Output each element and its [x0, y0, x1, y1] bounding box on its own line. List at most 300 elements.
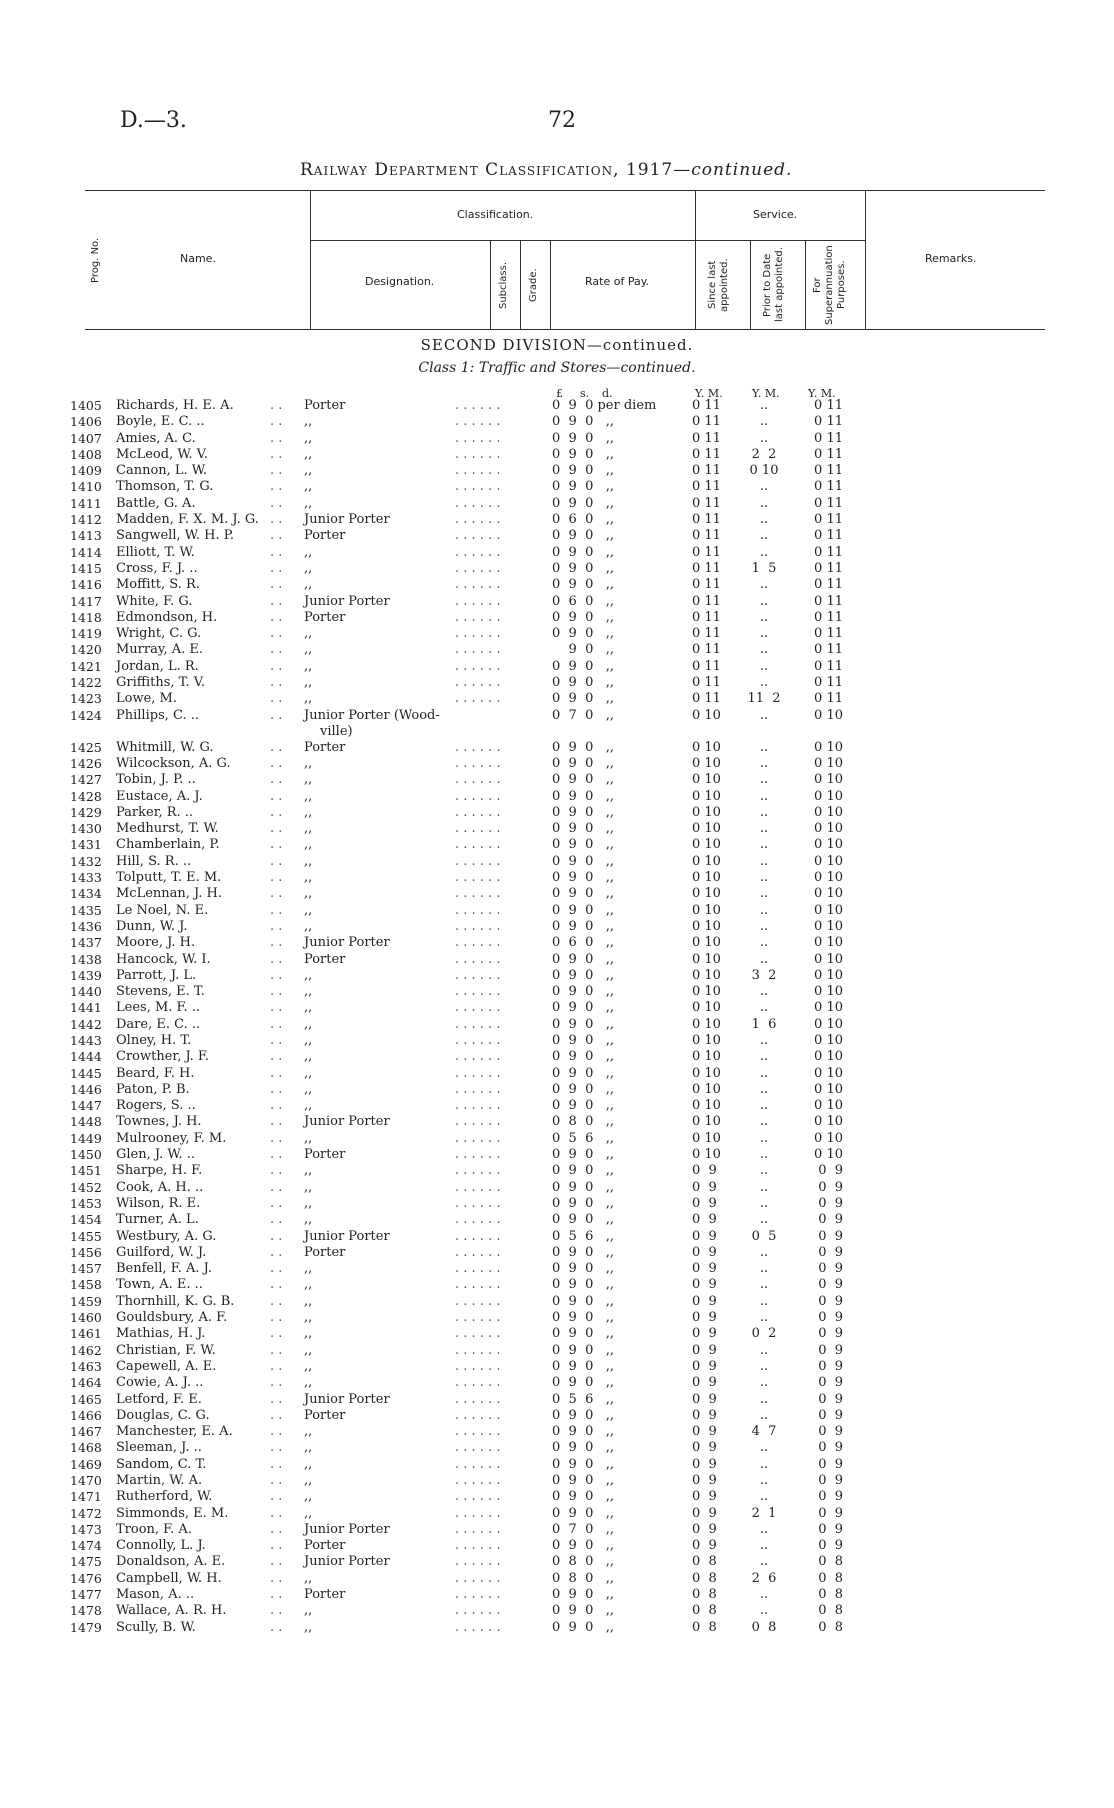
- designation-cell: ,,: [304, 1603, 313, 1619]
- designation-cell: ,,: [304, 804, 313, 820]
- rate-cell: 0 9 0 ,,: [552, 1375, 615, 1391]
- designation-cell: ,,: [304, 837, 313, 853]
- super-cell: 0 11: [814, 609, 843, 625]
- since-cell: 0 11: [692, 593, 721, 609]
- leader-dots: . . . . . .: [455, 1440, 501, 1456]
- prog-no-cell: 1472: [70, 1505, 102, 1521]
- prior-cell: 0 8: [751, 1619, 777, 1635]
- leader-dots: . . . . . .: [455, 967, 501, 983]
- prior-cell: ..: [759, 870, 769, 886]
- leader-dots: . . . . . .: [455, 495, 501, 511]
- prog-no-cell: 1412: [70, 512, 102, 528]
- table-row: [0, 1147, 1114, 1163]
- leader-dots: . . . . . .: [455, 853, 501, 869]
- designation-cell: Junior Porter: [304, 935, 390, 951]
- leader-dots: . .: [270, 1147, 283, 1163]
- designation-cell: Porter: [304, 1407, 346, 1423]
- rate-cell: 0 9 0 ,,: [552, 675, 615, 691]
- designation-cell: Porter: [304, 1587, 346, 1603]
- rate-cell: 0 9 0 ,,: [552, 1163, 615, 1179]
- since-cell: 0 11: [692, 463, 721, 479]
- leader-dots: . . . . . .: [455, 1195, 501, 1211]
- rate-cell: 0 9 0 ,,: [552, 479, 615, 495]
- rate-cell: 0 9 0 ,,: [552, 755, 615, 771]
- since-cell: 0 9: [692, 1179, 717, 1195]
- since-cell: 0 9: [692, 1538, 717, 1554]
- super-cell: 0 10: [814, 1147, 843, 1163]
- rate-cell: 0 9 0 ,,: [552, 951, 615, 967]
- leader-dots: . . . . . .: [455, 1179, 501, 1195]
- rate-cell: 0 9 0 ,,: [552, 1310, 615, 1326]
- super-cell: 0 11: [814, 577, 843, 593]
- prior-cell: ..: [759, 593, 769, 609]
- name-cell: Douglas, C. G.: [116, 1407, 210, 1423]
- prog-no-cell: 1436: [70, 918, 102, 934]
- super-cell: 0 9: [818, 1342, 843, 1358]
- table-row: [0, 1277, 1114, 1293]
- table-row: [0, 1310, 1114, 1326]
- prior-cell: ..: [759, 1179, 769, 1195]
- leader-dots: . .: [270, 1016, 283, 1032]
- name-cell: Simmonds, E. M.: [116, 1505, 229, 1521]
- super-cell: 0 9: [818, 1391, 843, 1407]
- name-cell: Wallace, A. R. H.: [116, 1603, 227, 1619]
- table-row: [0, 756, 1114, 772]
- rate-cell: 0 9 0 ,,: [552, 1098, 615, 1114]
- table-row: [0, 1424, 1114, 1440]
- leader-dots: . .: [270, 1342, 283, 1358]
- super-cell: 0 8: [818, 1554, 843, 1570]
- leader-dots: . .: [270, 495, 283, 511]
- leader-dots: . .: [270, 658, 283, 674]
- prior-cell: ..: [759, 1049, 769, 1065]
- leader-dots: . . . . . .: [455, 1342, 501, 1358]
- leader-dots: . .: [270, 675, 283, 691]
- designation-cell: ,,: [304, 658, 313, 674]
- super-cell: 0 10: [814, 1065, 843, 1081]
- leader-dots: . . . . . .: [455, 1505, 501, 1521]
- prog-no-cell: 1477: [70, 1587, 102, 1603]
- grade-header: Grade.: [528, 268, 539, 302]
- leader-dots: . . . . . .: [455, 1538, 501, 1554]
- prog-no-cell: 1478: [70, 1603, 102, 1619]
- leader-dots: . .: [270, 1000, 283, 1016]
- rate-cell: 0 9 0 ,,: [552, 1032, 615, 1048]
- name-cell: Paton, P. B.: [116, 1081, 190, 1097]
- leader-dots: . . . . . .: [455, 788, 501, 804]
- super-cell: 0 9: [818, 1179, 843, 1195]
- name-cell: Chamberlain, P.: [116, 837, 220, 853]
- rate-cell: 0 9 0 ,,: [552, 967, 615, 983]
- prior-cell: ..: [759, 1114, 769, 1130]
- prior-cell: ..: [759, 1538, 769, 1554]
- name-cell: Medhurst, T. W.: [116, 821, 219, 837]
- designation-cell: Porter: [304, 739, 346, 755]
- name-cell: Mulrooney, F. M.: [116, 1130, 227, 1146]
- designation-cell: ,,: [304, 430, 313, 446]
- leader-dots: . .: [270, 1277, 283, 1293]
- leader-dots: . .: [270, 1114, 283, 1130]
- name-cell: Christian, F. W.: [116, 1342, 216, 1358]
- leader-dots: . . . . . .: [455, 1212, 501, 1228]
- designation-cell: ,,: [304, 544, 313, 560]
- designation-cell: ,,: [304, 1000, 313, 1016]
- designation-cell: ,,: [304, 1310, 313, 1326]
- leader-dots: . .: [270, 788, 283, 804]
- rate-cell: 0 9 0 ,,: [552, 1195, 615, 1211]
- prog-no-cell: 1450: [70, 1147, 102, 1163]
- designation-cell: ,,: [304, 870, 313, 886]
- leader-dots: . . . . . .: [455, 1049, 501, 1065]
- leader-dots: . . . . . .: [455, 609, 501, 625]
- leader-dots: . . . . . .: [455, 755, 501, 771]
- leader-dots: . . . . . .: [455, 1587, 501, 1603]
- leader-dots: . .: [270, 1130, 283, 1146]
- since-cell: 0 9: [692, 1293, 717, 1309]
- table-row: [0, 1359, 1114, 1375]
- leader-dots: . .: [270, 642, 283, 658]
- since-cell: 0 8: [692, 1587, 717, 1603]
- prior-cell: ..: [759, 495, 769, 511]
- rate-cell: 0 9 0 ,,: [552, 739, 615, 755]
- table-row: [0, 1392, 1114, 1408]
- prior-cell: ..: [759, 1212, 769, 1228]
- leader-dots: . .: [270, 1391, 283, 1407]
- prior-cell: 0 10: [749, 463, 779, 479]
- leader-dots: . . . . . .: [455, 658, 501, 674]
- name-cell: Mathias, H. J.: [116, 1326, 206, 1342]
- rate-cell: 0 9 0 ,,: [552, 821, 615, 837]
- since-cell: 0 11: [692, 577, 721, 593]
- table-row: [0, 1326, 1114, 1342]
- name-cell: Westbury, A. G.: [116, 1228, 217, 1244]
- prior-cell: ..: [759, 1244, 769, 1260]
- prior-cell: ..: [759, 1473, 769, 1488]
- table-row: [0, 1229, 1114, 1245]
- leader-dots: . .: [270, 1473, 283, 1488]
- since-cell: 0 9: [692, 1521, 717, 1537]
- leader-dots: . .: [270, 821, 283, 837]
- leader-dots: . .: [270, 430, 283, 446]
- leader-dots: . .: [270, 626, 283, 642]
- prog-no-cell: 1422: [70, 675, 102, 691]
- designation-cell: Junior Porter: [304, 1228, 390, 1244]
- super-cell: 0 9: [818, 1538, 843, 1554]
- table-row: [0, 1375, 1114, 1391]
- super-cell: 0 11: [814, 560, 843, 576]
- table-row: [0, 919, 1114, 935]
- super-cell: 0 11: [814, 593, 843, 609]
- table-row: [0, 1554, 1114, 1570]
- prog-no-cell: 1414: [70, 544, 102, 560]
- prog-no-cell: 1410: [70, 479, 102, 495]
- name-cell: Turner, A. L.: [116, 1212, 199, 1228]
- prior-cell: ..: [759, 398, 769, 413]
- prior-cell: ..: [759, 1032, 769, 1048]
- rate-cell: 0 9 0 ,,: [552, 1587, 615, 1603]
- table-row: [0, 398, 1114, 414]
- prior-cell: ..: [759, 1163, 769, 1179]
- prior-cell: ..: [759, 788, 769, 804]
- since-cell: 0 9: [692, 1310, 717, 1326]
- pound-unit: £: [556, 387, 563, 400]
- rate-cell: 0 9 0 ,,: [552, 577, 615, 593]
- designation-cell: ,,: [304, 1293, 313, 1309]
- rate-cell: 0 9 0 ,,: [552, 1619, 615, 1635]
- table-row: [0, 1212, 1114, 1228]
- table-row: [0, 1066, 1114, 1082]
- rate-cell: 0 9 0 ,,: [552, 495, 615, 511]
- designation-cell: Junior Porter: [304, 1114, 390, 1130]
- prior-cell: ..: [759, 642, 769, 658]
- designation-cell: ,,: [304, 1619, 313, 1635]
- leader-dots: . .: [270, 837, 283, 853]
- since-cell: 0 9: [692, 1489, 717, 1505]
- name-cell: Parrott, J. L.: [116, 967, 197, 983]
- leader-dots: . . . . . .: [455, 1375, 501, 1391]
- super-cell: 0 9: [818, 1310, 843, 1326]
- leader-dots: . . . . . .: [455, 479, 501, 495]
- designation-cell: ,,: [304, 626, 313, 642]
- designation-cell: ,,: [304, 560, 313, 576]
- table-row: [0, 1180, 1114, 1196]
- table-row: [0, 610, 1114, 626]
- super-cell: 0 10: [814, 1130, 843, 1146]
- designation-cell: ,,: [304, 902, 313, 918]
- prog-no-cell: 1453: [70, 1195, 102, 1211]
- super-cell: 0 10: [814, 1098, 843, 1114]
- leader-dots: . . . . . .: [455, 1570, 501, 1586]
- designation-cell-cont: ville): [320, 723, 353, 739]
- rate-cell: 0 9 0 ,,: [552, 609, 615, 625]
- rate-cell: 0 9 0 ,,: [552, 1407, 615, 1423]
- leader-dots: . .: [270, 1032, 283, 1048]
- prog-no-cell: 1424: [70, 707, 102, 723]
- leader-dots: . . . . . .: [455, 1228, 501, 1244]
- leader-dots: . . . . . .: [455, 1163, 501, 1179]
- designation-cell: ,,: [304, 1440, 313, 1456]
- prior-cell: 11 2: [747, 691, 781, 707]
- designation-cell: Junior Porter (Wood-: [304, 707, 440, 723]
- prog-no-cell: 1413: [70, 528, 102, 544]
- rate-cell: 0 5 6 ,,: [552, 1228, 615, 1244]
- prog-no-cell: 1432: [70, 853, 102, 869]
- prior-cell: ..: [759, 1391, 769, 1407]
- designation-cell: ,,: [304, 1195, 313, 1211]
- super-cell: 0 9: [818, 1277, 843, 1293]
- designation-cell: ,,: [304, 463, 313, 479]
- since-cell: 0 9: [692, 1261, 717, 1277]
- prior-cell: ..: [759, 821, 769, 837]
- prior-header: Prior to Date last appointed.: [762, 247, 785, 323]
- leader-dots: . .: [270, 1554, 283, 1570]
- prog-no-cell: 1473: [70, 1521, 102, 1537]
- designation-cell: ,,: [304, 1049, 313, 1065]
- name-cell: Cannon, L. W.: [116, 463, 208, 479]
- prior-cell: ..: [759, 1195, 769, 1211]
- designation-cell: ,,: [304, 1032, 313, 1048]
- name-cell: Benfell, F. A. J.: [116, 1261, 212, 1277]
- table-row: [0, 1261, 1114, 1277]
- prog-no-cell: 1464: [70, 1375, 102, 1391]
- page-ref: D.—3.: [120, 108, 187, 133]
- leader-dots: . . . . . .: [455, 626, 501, 642]
- prog-no-cell: 1479: [70, 1619, 102, 1635]
- prior-cell: 4 7: [751, 1424, 777, 1440]
- prog-no-cell: 1418: [70, 609, 102, 625]
- leader-dots: . .: [270, 1065, 283, 1081]
- super-cell: 0 9: [818, 1228, 843, 1244]
- leader-dots: . .: [270, 1098, 283, 1114]
- prior-cell: 0 2: [751, 1326, 777, 1342]
- prior-cell: ..: [759, 853, 769, 869]
- prog-no-cell: 1456: [70, 1244, 102, 1260]
- rate-cell: 0 9 0 ,,: [552, 626, 615, 642]
- leader-dots: . . . . . .: [455, 528, 501, 544]
- designation-cell: ,,: [304, 967, 313, 983]
- since-cell: 0 10: [692, 1147, 721, 1163]
- name-cell: Parker, R. ..: [116, 804, 194, 820]
- name-cell: Hancock, W. I.: [116, 951, 211, 967]
- prior-cell: ..: [759, 1375, 769, 1391]
- prog-no-cell: 1452: [70, 1179, 102, 1195]
- remarks-header: Remarks.: [925, 252, 977, 265]
- name-cell: Thornhill, K. G. B.: [116, 1293, 235, 1309]
- super-cell: 0 11: [814, 479, 843, 495]
- rate-cell: 0 9 0 ,,: [552, 1179, 615, 1195]
- super-cell: 0 10: [814, 853, 843, 869]
- designation-cell: Porter: [304, 1538, 346, 1554]
- leader-dots: . .: [270, 1587, 283, 1603]
- prog-no-cell: 1437: [70, 935, 102, 951]
- table-row: [0, 479, 1114, 495]
- prog-no-cell: 1463: [70, 1358, 102, 1374]
- leader-dots: . .: [270, 918, 283, 934]
- prog-no-cell: 1447: [70, 1098, 102, 1114]
- since-cell: 0 11: [692, 495, 721, 511]
- table-row: [0, 1538, 1114, 1554]
- name-cell: Crowther, J. F.: [116, 1049, 210, 1065]
- since-cell: 0 10: [692, 755, 721, 771]
- prog-no-cell: 1476: [70, 1570, 102, 1586]
- since-cell: 0 10: [692, 935, 721, 951]
- rate-cell: 0 9 0 ,,: [552, 1342, 615, 1358]
- since-cell: 0 10: [692, 853, 721, 869]
- rate-cell: 0 8 0 ,,: [552, 1570, 615, 1586]
- leader-dots: . .: [270, 1440, 283, 1456]
- super-cell: 0 8: [818, 1603, 843, 1619]
- since-cell: 0 11: [692, 609, 721, 625]
- leader-dots: . .: [270, 609, 283, 625]
- prog-no-cell: 1466: [70, 1407, 102, 1423]
- rate-cell: 0 9 0 ,,: [552, 1049, 615, 1065]
- leader-dots: . .: [270, 446, 283, 462]
- designation-cell: Porter: [304, 609, 346, 625]
- designation-cell: Junior Porter: [304, 1554, 390, 1570]
- prog-no-cell: 1428: [70, 788, 102, 804]
- rate-cell: 0 9 0 ,,: [552, 414, 615, 430]
- prog-no-cell: 1444: [70, 1049, 102, 1065]
- rate-cell: 0 9 0 ,,: [552, 918, 615, 934]
- rate-cell: 0 9 0 ,,: [552, 1147, 615, 1163]
- name-cell: Stevens, E. T.: [116, 984, 205, 1000]
- since-cell: 0 9: [692, 1244, 717, 1260]
- super-cell: 0 11: [814, 544, 843, 560]
- since-cell: 0 9: [692, 1375, 717, 1391]
- prior-cell: ..: [759, 1456, 769, 1472]
- name-cell: Elliott, T. W.: [116, 544, 195, 560]
- table-row: [0, 789, 1114, 805]
- name-cell: Griffiths, T. V.: [116, 675, 205, 691]
- class-heading: Class 1: Traffic and Stores—continued.: [418, 360, 696, 376]
- prior-cell: ..: [759, 1098, 769, 1114]
- prior-cell: ..: [759, 1342, 769, 1358]
- leader-dots: . . . . . .: [455, 984, 501, 1000]
- rate-cell: 0 9 0 ,,: [552, 446, 615, 462]
- rate-cell: 0 9 0 ,,: [552, 1065, 615, 1081]
- name-cell: Moore, J. H.: [116, 935, 196, 951]
- leader-dots: . . . . . .: [455, 593, 501, 609]
- since-cell: 0 10: [692, 967, 721, 983]
- page-number: 72: [548, 108, 576, 133]
- prog-no-header: Prog. No.: [90, 237, 101, 283]
- designation-cell: ,,: [304, 1375, 313, 1391]
- super-cell: 0 10: [814, 902, 843, 918]
- table-row: [0, 903, 1114, 919]
- leader-dots: . . . . . .: [455, 1293, 501, 1309]
- super-cell: 0 10: [814, 935, 843, 951]
- super-cell: 0 8: [818, 1587, 843, 1603]
- name-header: Name.: [180, 252, 216, 265]
- prog-no-cell: 1430: [70, 821, 102, 837]
- rate-cell: 0 9 0 ,,: [552, 1261, 615, 1277]
- super-cell: 0 10: [814, 804, 843, 820]
- leader-dots: . .: [270, 414, 283, 430]
- super-cell: 0 11: [814, 446, 843, 462]
- name-cell: Tolputt, T. E. M.: [116, 870, 222, 886]
- prog-no-cell: 1475: [70, 1554, 102, 1570]
- prog-no-cell: 1462: [70, 1342, 102, 1358]
- leader-dots: . . . . . .: [455, 1619, 501, 1635]
- super-cell: 0 10: [814, 837, 843, 853]
- super-cell: 0 9: [818, 1358, 843, 1374]
- table-row: [0, 1294, 1114, 1310]
- super-cell: 0 10: [814, 870, 843, 886]
- table-row: [0, 642, 1114, 658]
- since-cell: 0 10: [692, 1114, 721, 1130]
- leader-dots: . .: [270, 886, 283, 902]
- prior-cell: ..: [759, 658, 769, 674]
- table-row: [0, 577, 1114, 593]
- leader-dots: . .: [270, 853, 283, 869]
- super-cell: 0 10: [814, 788, 843, 804]
- prog-no-cell: 1427: [70, 772, 102, 788]
- super-cell: 0 9: [818, 1244, 843, 1260]
- rate-cell: 0 9 0 ,,: [552, 528, 615, 544]
- leader-dots: . .: [270, 951, 283, 967]
- leader-dots: . . . . . .: [455, 886, 501, 902]
- since-cell: 0 10: [692, 804, 721, 820]
- leader-dots: . . . . . .: [455, 544, 501, 560]
- prog-no-cell: 1470: [70, 1473, 102, 1488]
- super-cell: 0 9: [818, 1424, 843, 1440]
- leader-dots: . .: [270, 902, 283, 918]
- prior-cell: 1 5: [751, 560, 777, 576]
- table-row: [0, 1049, 1114, 1065]
- leader-dots: . .: [270, 870, 283, 886]
- name-cell: Manchester, E. A.: [116, 1424, 233, 1440]
- leader-dots: . . . . . .: [455, 512, 501, 528]
